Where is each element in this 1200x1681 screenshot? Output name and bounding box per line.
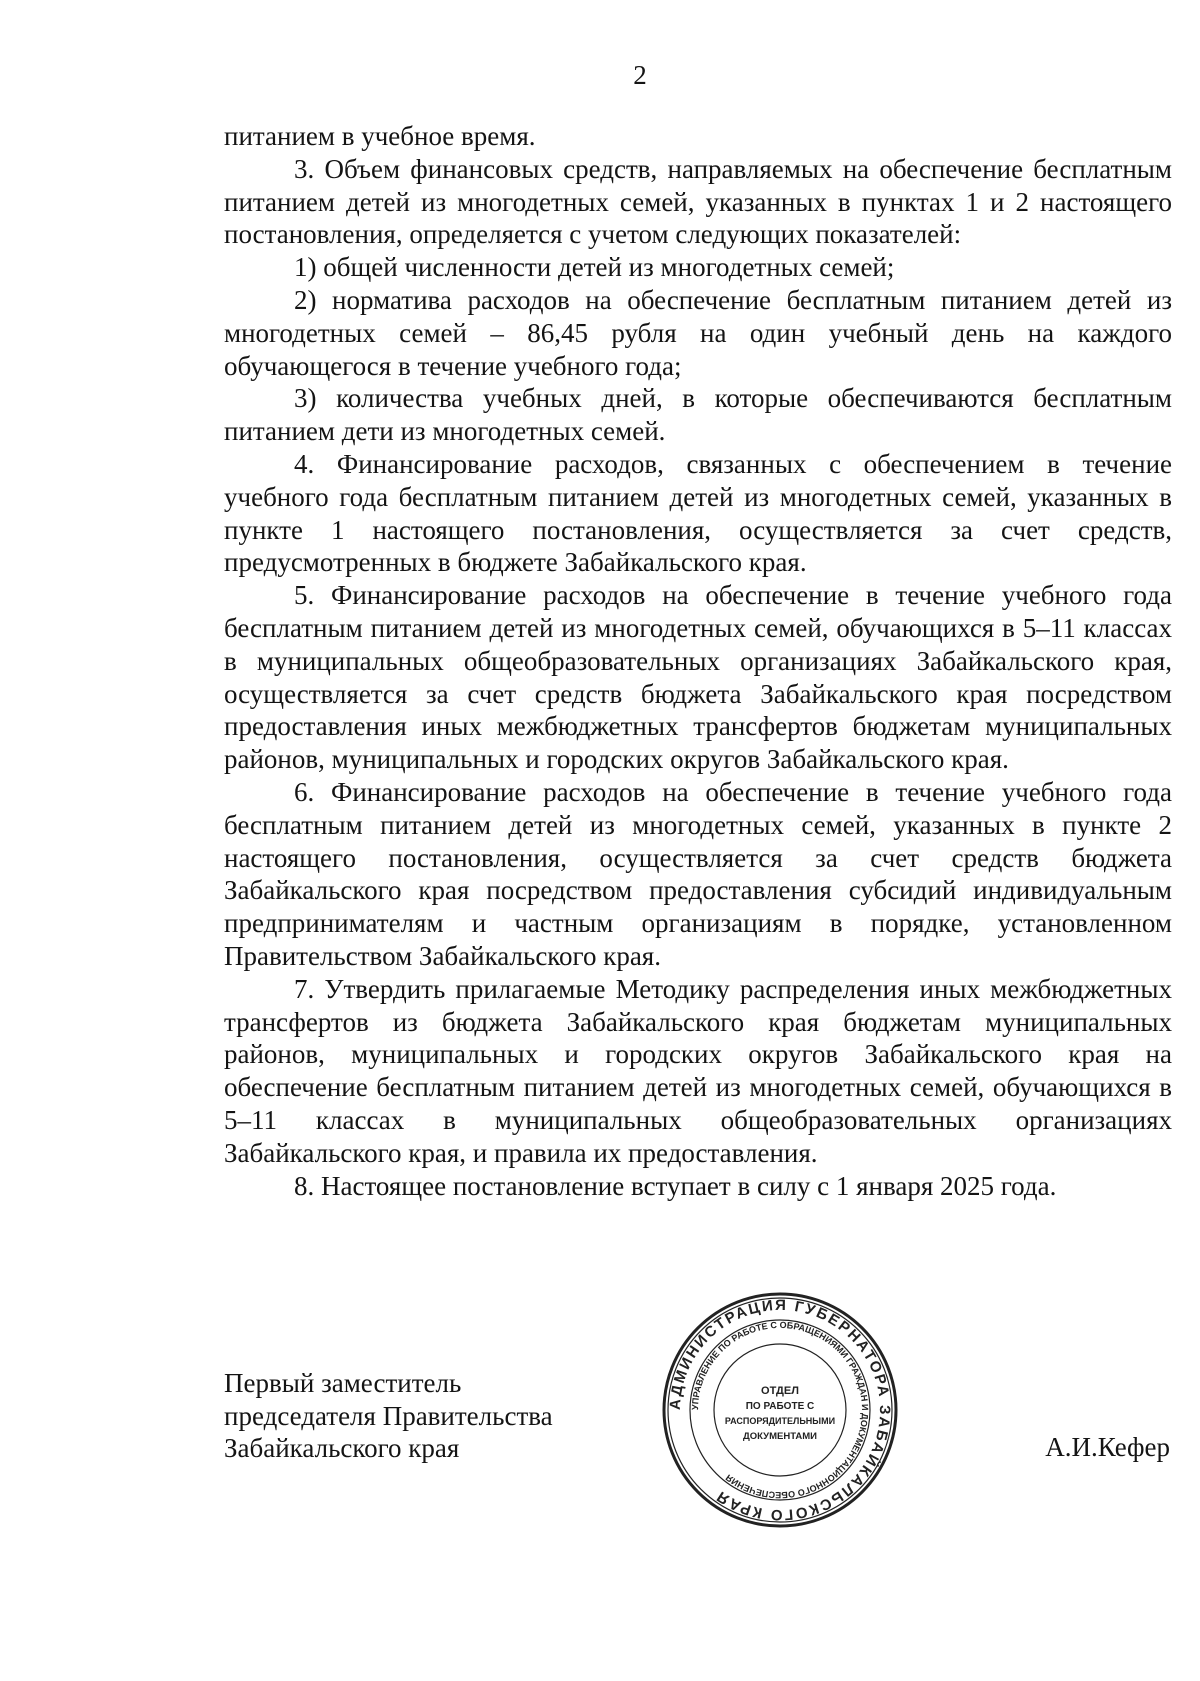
page-number: 2 <box>633 60 647 90</box>
signatory-title-line: председателя Правительства <box>224 1400 553 1431</box>
paragraph-subitem-3: 3) количества учебных дней, в которые обеспечиваются бесплатным питанием дети из многодетных семей. <box>224 383 1172 447</box>
paragraph-continuation: питанием в учебное время. <box>224 121 536 151</box>
seal-center-line: ПО РАБОТЕ С <box>745 1401 815 1412</box>
paragraph-item-7: 7. Утвердить прилагаемые Методику распределения иных межбюджетных трансфертов из бюджета Забайкальского края бюджетам муниципальных районов, муниципальных и городских округов Забайкальского края на обеспечение бесплатным питанием детей из многодетных семей, обучающихся в 5–11 классах в муниципальных общеобразовательных организациях Забайкальского края, и правила их предоставления. <box>224 973 1172 1168</box>
paragraph-item-8: 8. Настоящее постановление вступает в силу с 1 января 2025 года. <box>294 1170 1057 1201</box>
seal-inner-text: УПРАВЛЕНИЕ ПО РАБОТЕ С ОБРАЩЕНИЯМИ ГРАЖДАН И ДОКУМЕНТАЦИОННОГО ОБЕСПЕЧЕНИЯ <box>689 1319 871 1501</box>
seal-center-line: ДОКУМЕНТАМИ <box>742 1431 818 1442</box>
official-seal <box>660 1290 900 1530</box>
paragraph-item-3: 3. Объем финансовых средств, направляемых на обеспечение бесплатным питанием детей из многодетных семей, указанных в пунктах 1 и 2 настоящего постановления, определяется с учетом следующих показателей: <box>224 153 1172 250</box>
signatory-title <box>224 1367 553 1465</box>
seal-graphic <box>660 1290 900 1530</box>
paragraph-item-6: 6. Финансирование расходов на обеспечение в течение учебного года бесплатным питанием детей из многодетных семей, указанных в пункте 2 настоящего постановления, осуществляется за счет средств бюджета Забайкальского края посредством предоставления субсидий индивидуальным предпринимателям и частным организациям в порядке, установленном Правительством Забайкальского края. <box>224 776 1172 971</box>
paragraph-subitem-2: 2) норматива расходов на обеспечение бесплатным питанием детей из многодетных семей – 86,45 рубля на один учебный день на каждого обучающегося в течение учебного года; <box>224 284 1172 381</box>
seal-center-line: ОТДЕЛ <box>761 1385 799 1397</box>
signatory-title-line: Забайкальского края <box>224 1433 460 1464</box>
paragraph-item-5: 5. Финансирование расходов на обеспечение в течение учебного года бесплатным питанием детей из многодетных семей, обучающихся в 5–11 классах в муниципальных общеобразовательных организациях Забайкальского края, осуществляется за счет средств бюджета Забайкальского края посредством предоставления иных межбюджетных трансфертов бюджетам муниципальных районов, муниципальных и городских округов Забайкальского края. <box>224 580 1172 775</box>
paragraph-item-4: 4. Финансирование расходов, связанных с обеспечением в течение учебного года бесплатным питанием детей из многодетных семей, указанных в пункте 1 настоящего постановления, осуществляется за счет средств, предусмотренных в бюджете Забайкальского края. <box>224 448 1172 578</box>
seal-center-line: РАСПОРЯДИТЕЛЬНЫМИ <box>724 1416 836 1426</box>
document-body <box>224 120 1172 1202</box>
signatory-name: А.И.Кефер <box>1045 1432 1170 1462</box>
seal-outer-text: АДМИНИСТРАЦИЯ ГУБЕРНАТОРА ЗАБАЙКАЛЬСКОГО КРАЯ <box>666 1296 894 1524</box>
signatory-title-line: Первый заместитель <box>224 1368 462 1398</box>
paragraph-subitem-1: 1) общей численности детей из многодетных семей; <box>294 252 895 283</box>
